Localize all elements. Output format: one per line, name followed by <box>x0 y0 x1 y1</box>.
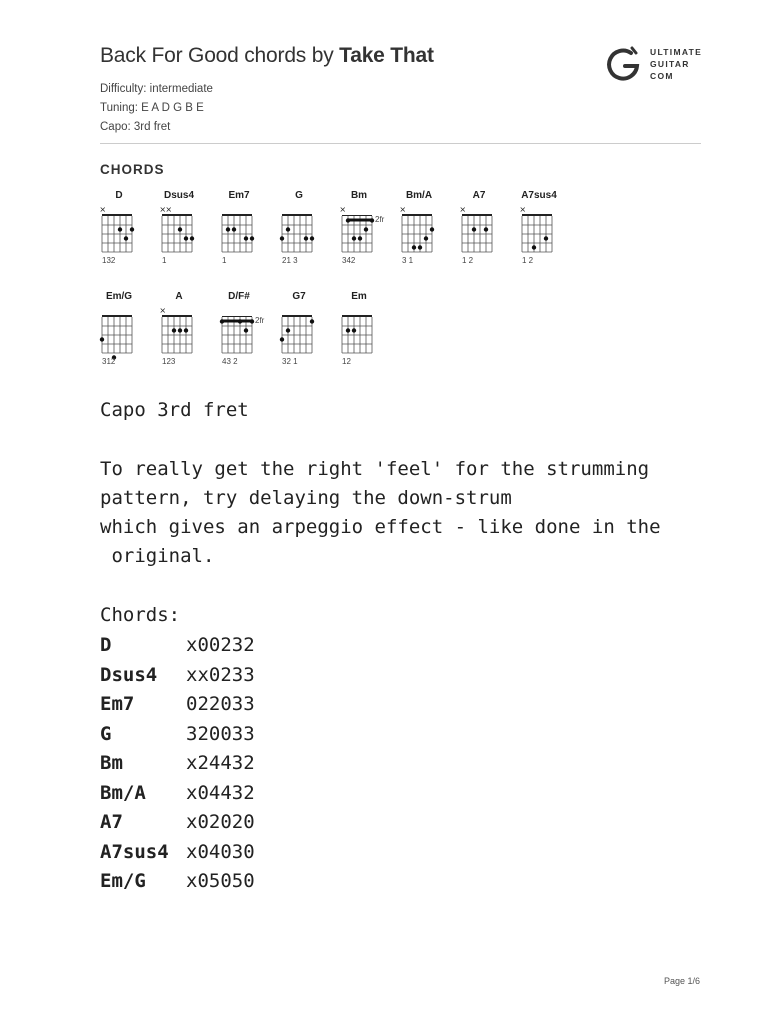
page-number: Page 1/6 <box>664 976 701 986</box>
finger-dot <box>184 328 188 332</box>
chord-diagram-name: D <box>115 190 123 201</box>
nut <box>162 315 192 317</box>
chord-list-name: Bm/A <box>100 781 146 804</box>
chord-grid <box>340 198 396 270</box>
nut <box>522 214 552 216</box>
chord-grid <box>400 198 456 270</box>
chord-diagram-name: Em/G <box>105 291 133 302</box>
chord-grid <box>460 198 516 270</box>
finger-dot <box>190 236 194 240</box>
chord-grid <box>160 299 216 371</box>
base-fret-label: 2fr <box>375 215 385 224</box>
chord-list-name: Em/G <box>100 870 146 892</box>
muted-string-mark: × <box>159 205 167 214</box>
finger-dot <box>244 328 248 332</box>
nut <box>222 316 252 317</box>
finger-dot <box>364 227 368 231</box>
finger-numbers: 1 <box>162 256 167 265</box>
nut <box>462 214 492 216</box>
chord-list-fingering: 022033 <box>186 693 255 715</box>
chord-grid <box>100 198 156 270</box>
chord-diagram-name: Bm/A <box>405 190 433 201</box>
chord-list-item <box>100 841 255 863</box>
finger-dot <box>226 227 230 231</box>
finger-dot <box>220 319 224 323</box>
nut <box>342 215 372 216</box>
finger-dot <box>178 328 182 332</box>
barre <box>221 320 253 323</box>
logo-line1: ULTIMATE <box>650 47 703 57</box>
nut <box>342 315 372 317</box>
finger-dot <box>424 236 428 240</box>
chord-grid <box>220 299 276 371</box>
chord-diagram-name: Dsus4 <box>163 190 194 201</box>
nut <box>282 315 312 317</box>
chord-list-item <box>100 782 255 804</box>
chord-diagram-d <box>100 190 160 270</box>
ug-logo-icon <box>604 44 644 84</box>
chord-diagram-name: Em <box>351 291 367 302</box>
chord-diagram-name: G7 <box>292 291 306 302</box>
chord-diagram-name: Bm <box>350 190 368 201</box>
chord-list-name: A7sus4 <box>100 840 169 863</box>
chord-list-name: Bm <box>100 752 123 774</box>
finger-dot <box>280 337 284 341</box>
nut <box>282 214 312 216</box>
finger-dot <box>172 328 176 332</box>
finger-numbers: 32 1 <box>282 357 298 366</box>
finger-dot <box>100 337 104 341</box>
finger-numbers: 3 1 <box>402 256 414 265</box>
finger-numbers: 12 <box>342 357 351 366</box>
finger-numbers: 1 2 <box>522 256 534 265</box>
difficulty-text: Difficulty: intermediate <box>100 83 213 95</box>
chord-grid <box>100 299 156 371</box>
nut <box>162 214 192 216</box>
finger-dot <box>118 227 122 231</box>
muted-string-mark: × <box>159 306 167 315</box>
muted-string-mark: × <box>339 205 347 214</box>
title-prefix: Back For Good chords by <box>100 44 340 67</box>
base-fret-label: 2fr <box>255 316 265 325</box>
nut <box>402 214 432 216</box>
nut <box>102 214 132 216</box>
muted-string-mark: × <box>519 205 527 214</box>
finger-numbers: 123 <box>162 357 176 366</box>
chord-diagram-g <box>280 190 340 270</box>
chord-diagram-name: A7 <box>472 190 486 201</box>
chord-list-fingering: x24432 <box>186 752 255 774</box>
intro-line-1: To really get the right 'feel' for the strumming <box>100 458 650 480</box>
finger-dot <box>238 319 242 323</box>
nut <box>102 315 132 317</box>
finger-dot <box>358 236 362 240</box>
chord-diagram-bm-a <box>400 190 460 270</box>
chord-grid <box>280 198 336 270</box>
chord-list-name: D <box>100 634 112 656</box>
chord-grid <box>160 198 216 270</box>
muted-string-mark: × <box>459 205 467 214</box>
chord-list-item <box>100 752 255 774</box>
chord-grid <box>340 299 396 371</box>
chord-list-item <box>100 634 255 656</box>
finger-dot <box>232 227 236 231</box>
chord-diagram-name: D/F# <box>228 291 250 302</box>
finger-dot <box>310 236 314 240</box>
chord-diagram-em-g <box>100 291 160 371</box>
finger-dot <box>370 218 374 222</box>
chord-list-fingering: xx0233 <box>186 663 255 686</box>
finger-dot <box>412 245 416 249</box>
muted-string-mark: × <box>399 205 407 214</box>
logo-line2: GUITAR <box>650 59 690 69</box>
chord-diagram-name: A7sus4 <box>521 190 557 201</box>
finger-dot <box>244 236 248 240</box>
chords-heading: Chords: <box>100 604 181 626</box>
finger-numbers: 21 3 <box>282 256 298 265</box>
chord-list-fingering: 320033 <box>186 722 255 745</box>
muted-string-mark: × <box>99 205 107 214</box>
finger-dot <box>430 227 434 231</box>
chord-list-name: G <box>100 722 112 745</box>
chord-list-fingering: x05050 <box>186 870 255 892</box>
chord-grid <box>520 198 576 270</box>
chord-diagram-em7 <box>220 190 280 270</box>
chord-list-fingering: x04432 <box>186 781 255 804</box>
finger-dot <box>346 328 350 332</box>
chord-diagram-a <box>160 291 220 371</box>
finger-dot <box>250 236 254 240</box>
capo-text: Capo: 3rd fret <box>100 121 171 133</box>
chord-diagram-bm <box>340 190 400 270</box>
chord-list-item <box>100 693 255 715</box>
chord-diagram-d-f- <box>220 291 280 371</box>
chord-diagram-name: Em7 <box>228 190 250 201</box>
chord-list-name: Dsus4 <box>100 663 158 686</box>
song-title <box>100 44 434 68</box>
chord-list-item <box>100 811 255 833</box>
muted-string-mark: × <box>165 205 173 214</box>
finger-dot <box>184 236 188 240</box>
chord-diagram-em <box>340 291 400 371</box>
finger-dot <box>124 236 128 240</box>
finger-dot <box>544 236 548 240</box>
chord-list-item <box>100 870 255 892</box>
chord-diagram-a7 <box>460 190 520 270</box>
header-divider <box>100 143 701 144</box>
chord-list-item <box>100 664 255 686</box>
intro-line-3: which gives an arpeggio effect - like done in the <box>100 516 661 538</box>
chord-diagram-dsus4 <box>160 190 220 270</box>
artist-name: Take That <box>339 44 434 67</box>
chord-list-fingering: x00232 <box>186 634 255 656</box>
finger-numbers: 312 <box>102 357 116 366</box>
intro-line-4: original. <box>100 545 215 567</box>
chord-grid <box>280 299 336 371</box>
finger-dot <box>178 227 182 231</box>
barre <box>347 219 373 222</box>
finger-dot <box>310 319 314 323</box>
chords-section-label: CHORDS <box>100 162 165 177</box>
chord-list-name: A7 <box>100 811 123 833</box>
finger-dot <box>472 227 476 231</box>
finger-numbers: 342 <box>342 256 356 265</box>
chord-diagram-g7 <box>280 291 340 371</box>
chord-list-fingering: x04030 <box>186 840 255 863</box>
finger-dot <box>352 236 356 240</box>
capo-line: Capo 3rd fret <box>100 399 249 421</box>
ultimate-guitar-logo <box>604 44 704 84</box>
intro-line-2: pattern, try delaying the down-strum <box>100 487 512 509</box>
finger-dot <box>130 227 134 231</box>
finger-numbers: 43 2 <box>222 357 238 366</box>
finger-dot <box>286 227 290 231</box>
chord-diagram-a7sus4 <box>520 190 580 270</box>
finger-dot <box>286 328 290 332</box>
finger-numbers: 1 <box>222 256 227 265</box>
chord-grid <box>220 198 276 270</box>
chord-diagram-name: A <box>175 291 183 302</box>
finger-numbers: 1 2 <box>462 256 474 265</box>
finger-dot <box>418 245 422 249</box>
chord-list-item <box>100 723 255 745</box>
logo-line3: COM <box>650 71 674 81</box>
finger-dot <box>280 236 284 240</box>
tuning-text: Tuning: E A D G B E <box>100 102 204 114</box>
nut <box>222 214 252 216</box>
finger-dot <box>484 227 488 231</box>
finger-dot <box>352 328 356 332</box>
chord-list-fingering: x02020 <box>186 811 255 833</box>
finger-dot <box>532 245 536 249</box>
finger-numbers: 132 <box>102 256 116 265</box>
finger-dot <box>346 218 350 222</box>
finger-dot <box>304 236 308 240</box>
finger-dot <box>250 319 254 323</box>
chord-list-name: Em7 <box>100 693 135 715</box>
chord-diagram-name: G <box>295 190 303 201</box>
